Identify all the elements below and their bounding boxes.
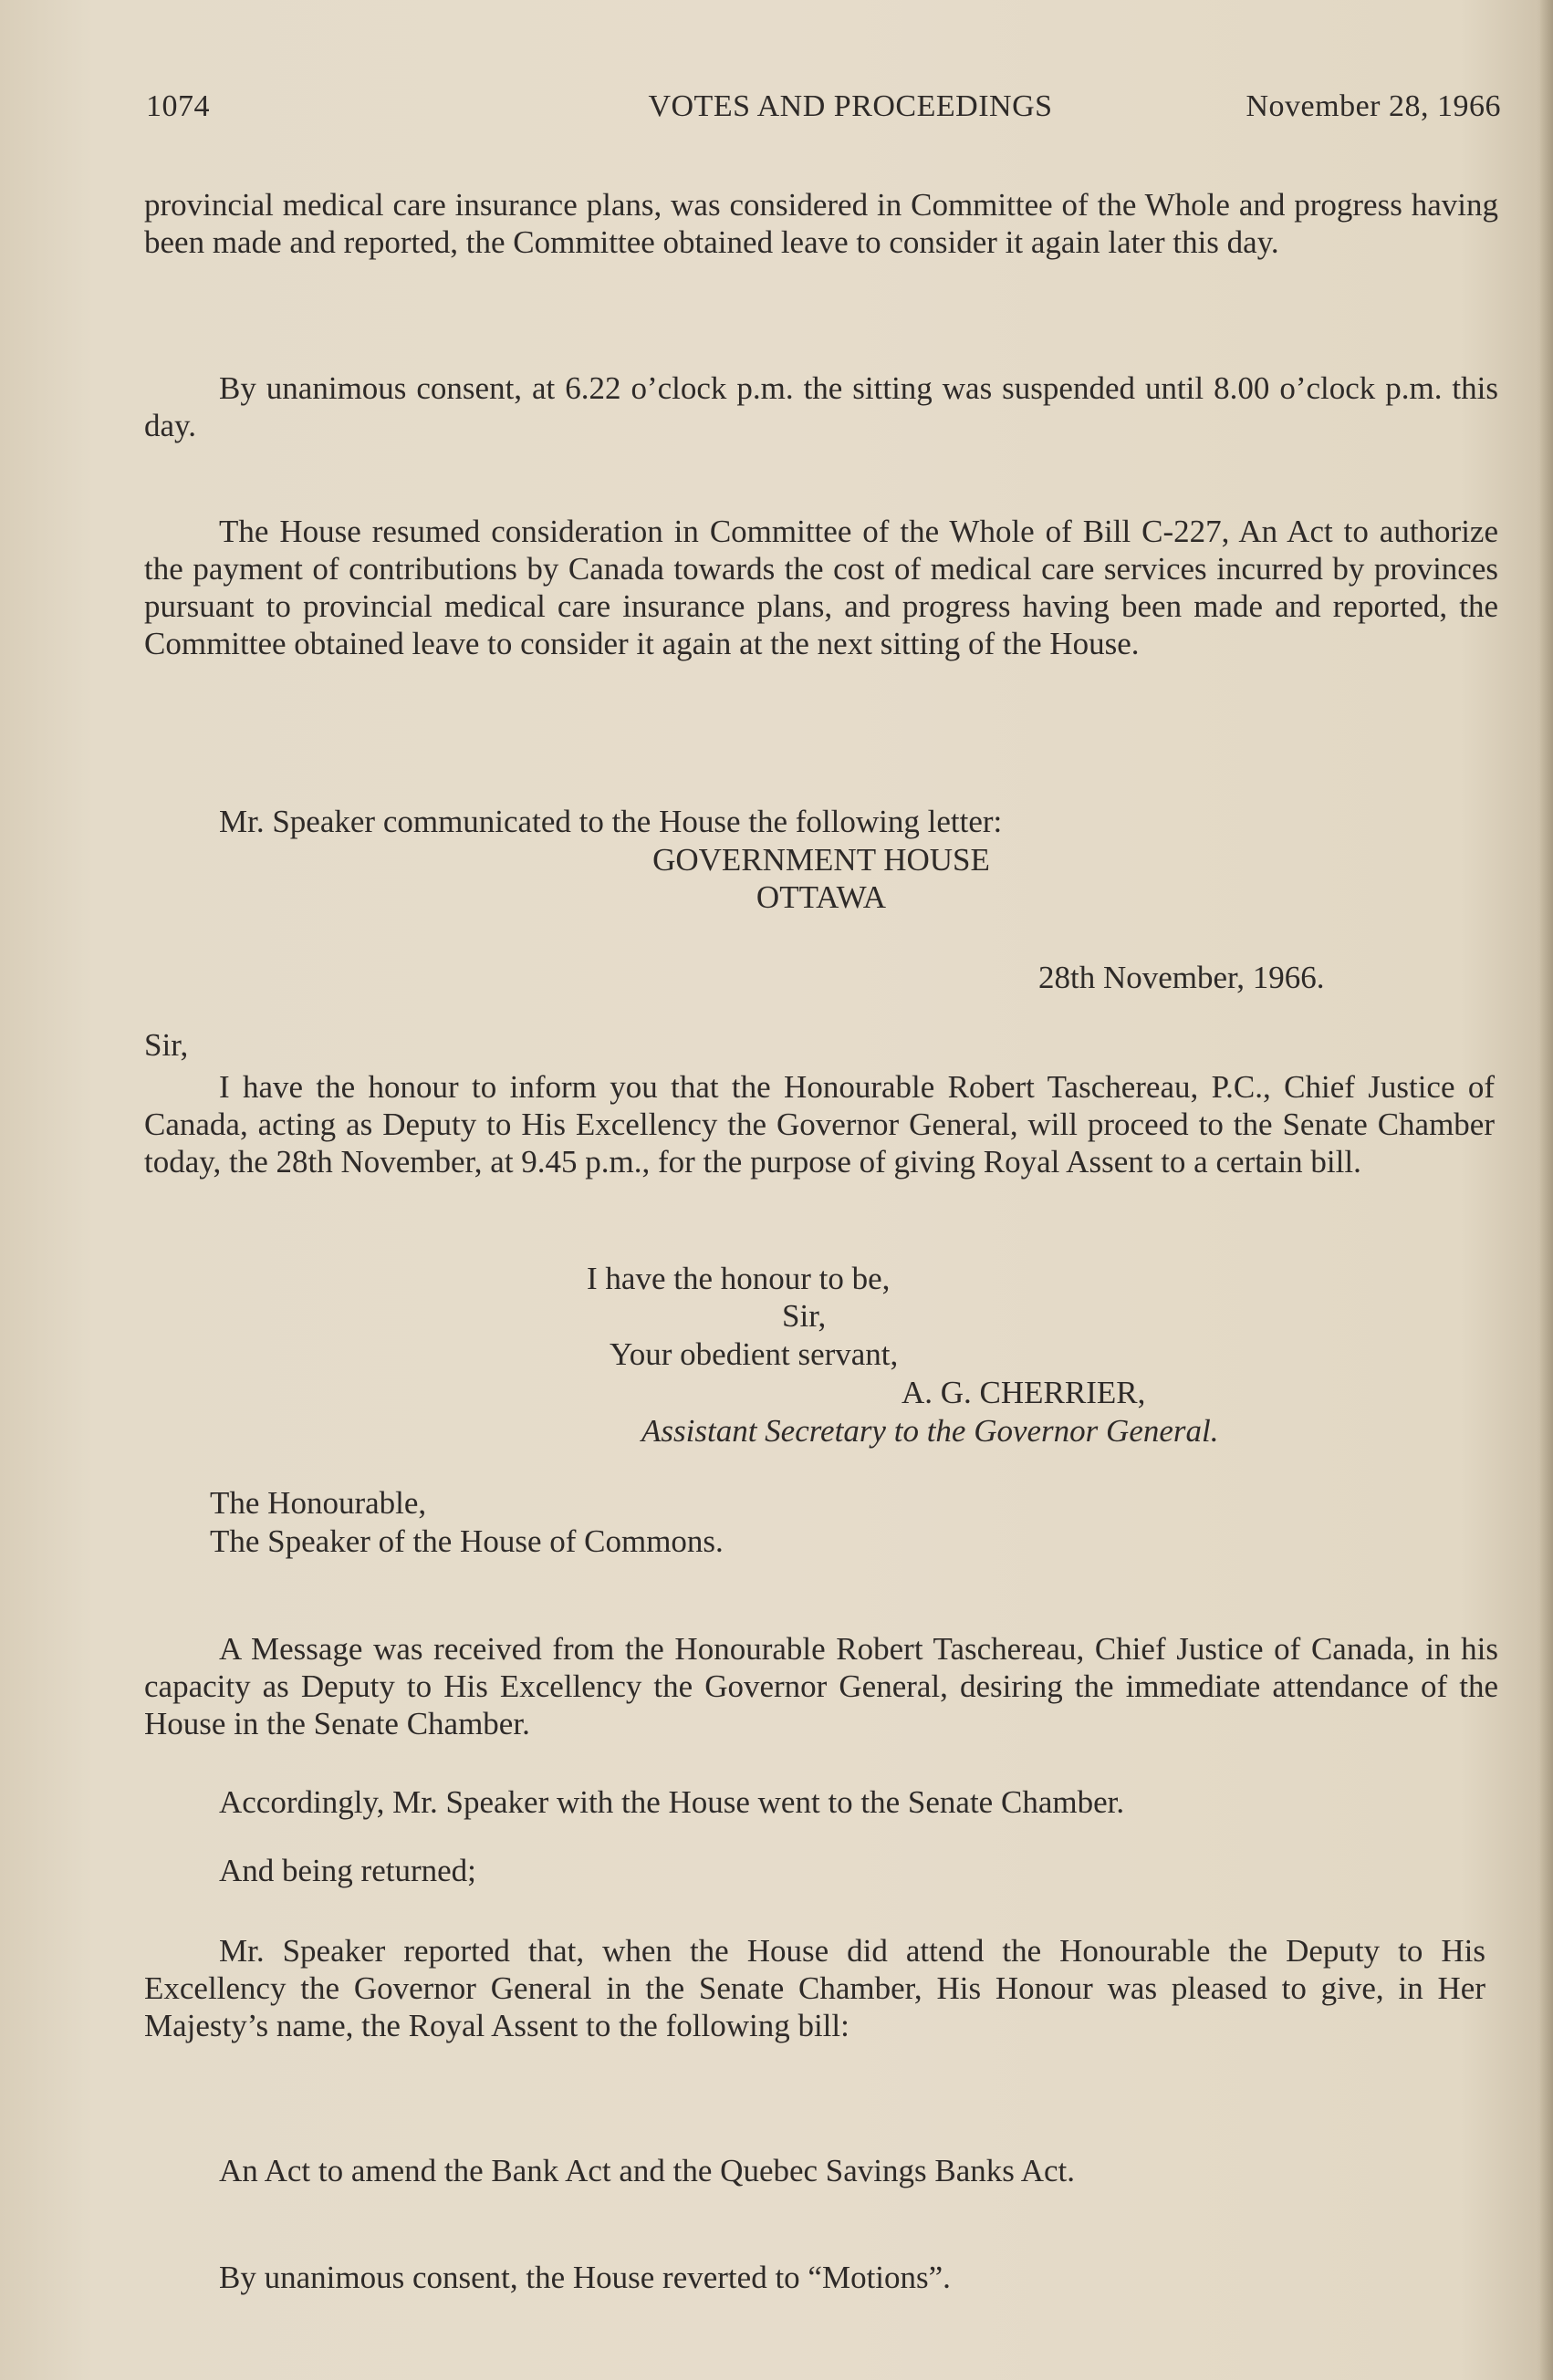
letter-date: 28th November, 1966. <box>1038 960 1325 995</box>
header-date: November 28, 1966 <box>1246 89 1501 123</box>
paragraph-royal-assent-report: Mr. Speaker reported that, when the House did attend the Honourable the Deputy to His Excellency the Governor General in the Senate Chamber, His Honour was pleased to give, in Her Majesty’s name, the Royal Assent to the following bill: <box>144 1933 1485 2043</box>
paragraph-committee-continued: provincial medical care insurance plans, was considered in Committee of the Whole and progress having been made and reported, the Committee obtained leave to consider it again later this day. <box>144 187 1498 260</box>
letter-org-line1: GOVERNMENT HOUSE <box>652 842 990 878</box>
letter-org-line2: OTTAWA <box>756 879 887 915</box>
letter-address-line2: The Speaker of the House of Commons. <box>210 1523 724 1559</box>
page-edge <box>1540 0 1553 2380</box>
paragraph-bill-title: An Act to amend the Bank Act and the Quebec Savings Banks Act. <box>219 2153 1076 2188</box>
letter-closing-line3: Your obedient servant, <box>610 1336 899 1372</box>
paragraph-message-received: A Message was received from the Honourable Robert Taschereau, Chief Justice of Canada, in his capacity as Deputy to His Excellency the Governor General, desiring the immediate attendance of the House in the Senate Chamber. <box>144 1631 1498 1741</box>
letter-closing-line1: I have the honour to be, <box>587 1261 891 1296</box>
letter-signature-title: Assistant Secretary to the Governor General. <box>641 1413 1219 1449</box>
paragraph-being-returned: And being returned; <box>219 1853 476 1888</box>
publication-title: VOTES AND PROCEEDINGS <box>648 89 1053 123</box>
paragraph-went-to-senate: Accordingly, Mr. Speaker with the House went to the Senate Chamber. <box>219 1784 1125 1820</box>
letter-salutation: Sir, <box>144 1027 189 1063</box>
paragraph-reverted-to-motions: By unanimous consent, the House reverted to “Motions”. <box>219 2260 951 2295</box>
paragraph-bill-c227: The House resumed consideration in Committee of the Whole of Bill C-227, An Act to authorize the payment of contributions by Canada towards the cost of medical care services incurred by provinces pursuant to provincial medical care insurance plans, and progress having been made and reported, the Committee obtained leave to consider it again at the next sitting of the House. <box>144 514 1498 661</box>
running-header <box>146 89 1501 130</box>
letter-address-line1: The Honourable, <box>210 1485 427 1521</box>
letter-signature: A. G. CHERRIER, <box>902 1375 1146 1410</box>
page-number: 1074 <box>146 89 210 123</box>
paragraph-letter-intro: Mr. Speaker communicated to the House the following letter: <box>219 804 1003 839</box>
paragraph-sitting-suspended: By unanimous consent, at 6.22 o’clock p.m. the sitting was suspended until 8.00 o’clock p.m. this day. <box>144 370 1498 443</box>
letter-closing-line2: Sir, <box>782 1298 827 1334</box>
letter-body: I have the honour to inform you that the Honourable Robert Taschereau, P.C., Chief Justice of Canada, acting as Deputy to His Excellency the Governor General, will proceed to the Senate Chamber today, the 28th November, at 9.45 p.m., for the purpose of giving Royal Assent to a certain bill. <box>144 1069 1495 1180</box>
